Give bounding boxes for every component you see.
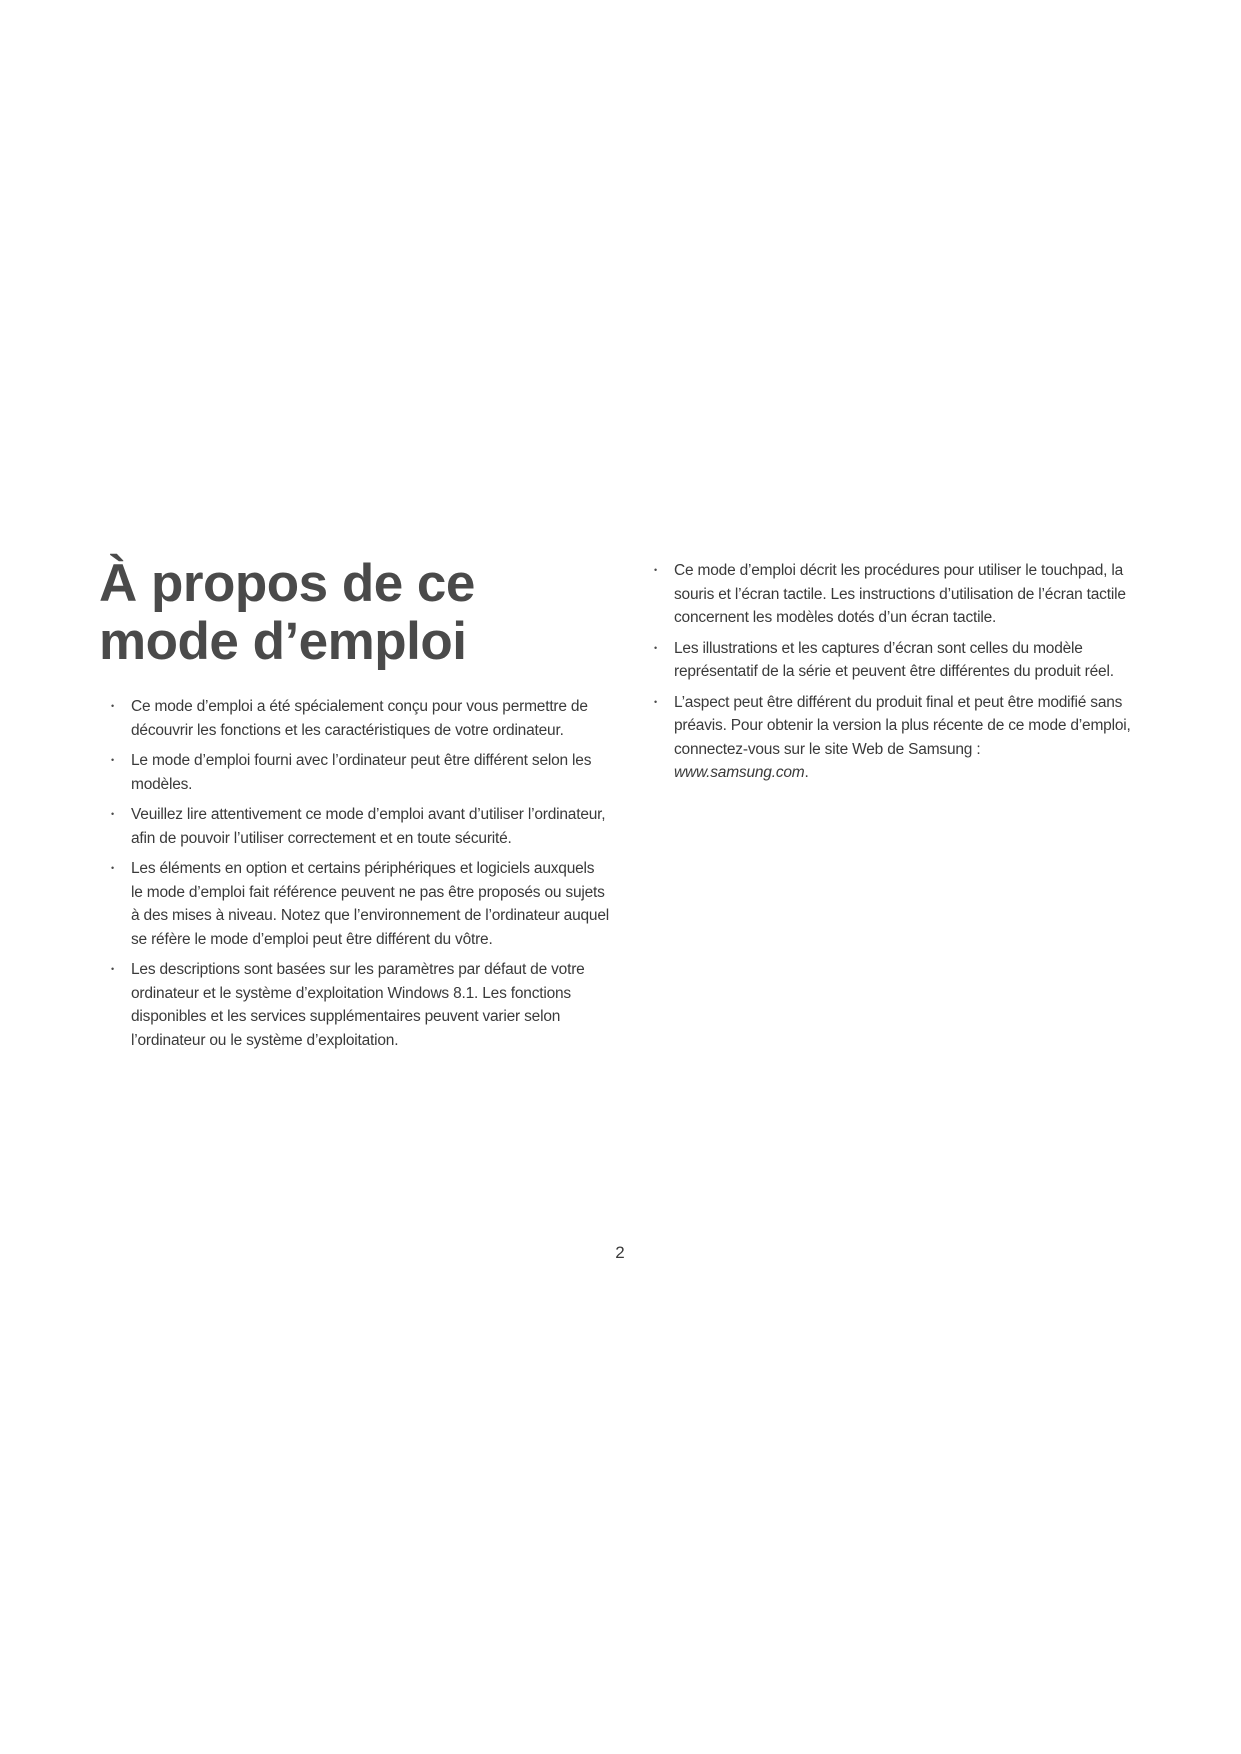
samsung-website-link[interactable]: www.samsung.com (674, 764, 805, 781)
list-item: • Ce mode d’emploi décrit les procédures pour utiliser le touchpad, la souris et l’écran tactile. Les instructions d’utilisation de l’écran tactile concernent les modèles dotés d’un écran tactile. (652, 559, 1142, 630)
list-item: • Les éléments en option et certains périphériques et logiciels auxquels le mode d’emploi fait référence peuvent ne pas être proposés ou sujets à des mises à niveau. Notez que l’environnement de l’ordinateur auquel se réfère le mode d’emploi peut être différent du vôtre. (109, 857, 609, 951)
list-item-text: L’aspect peut être différent du produit final et peut être modifié sans préavis. Pour obtenir la version la plus récente de ce mode d’emploi, connectez-vous sur le site Web de Samsung : (674, 693, 1131, 758)
list-item: • Les descriptions sont basées sur les paramètres par défaut de votre ordinateur et le système d’exploitation Windows 8.1. Les fonctions disponibles et les services supplémentaires peuvent varier selon l’ordinateur ou le système d’exploitation. (109, 958, 609, 1052)
list-item: • Les illustrations et les captures d’écran sont celles du modèle représentatif de la série et peuvent être différentes du produit réel. (652, 637, 1142, 684)
left-bullet-list (109, 695, 609, 1059)
right-bullet-list (652, 559, 1142, 792)
list-item: • Veuillez lire attentivement ce mode d’emploi avant d’utiliser l’ordinateur, afin de pouvoir l’utiliser correctement et en toute sécurité. (109, 803, 609, 850)
list-item: • Ce mode d’emploi a été spécialement conçu pour vous permettre de découvrir les fonctions et les caractéristiques de votre ordinateur. (109, 695, 609, 742)
page-number: 2 (615, 1243, 625, 1262)
page-title: À propos de ce mode d’emploi (99, 554, 475, 671)
link-suffix: . (804, 764, 809, 781)
list-item (652, 691, 1142, 785)
list-item: • Le mode d’emploi fourni avec l’ordinateur peut être différent selon les modèles. (109, 749, 609, 796)
